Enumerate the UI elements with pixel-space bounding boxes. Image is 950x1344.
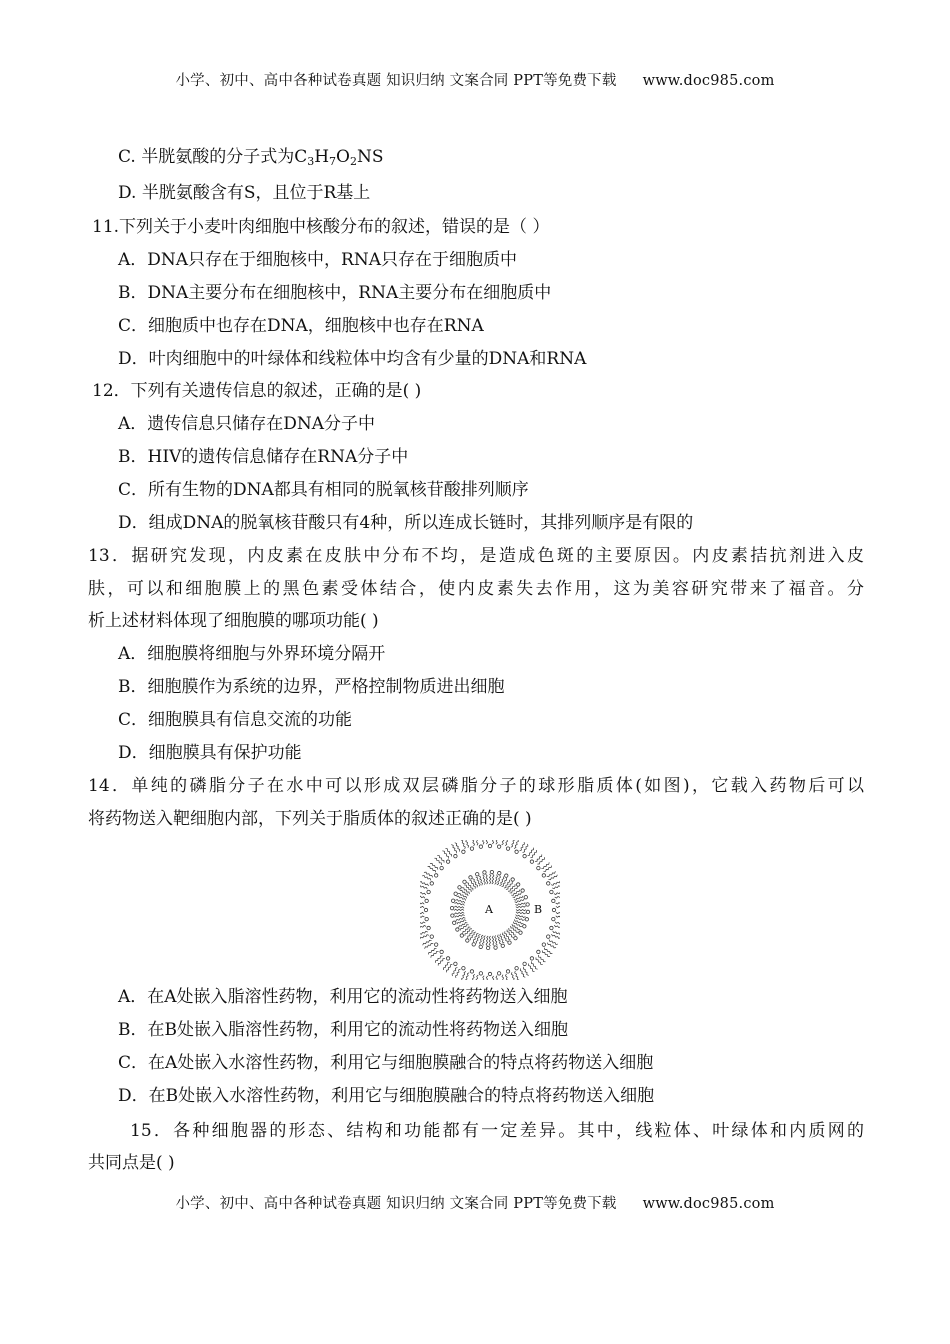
phospholipid-tail (428, 867, 436, 873)
phospholipid-head (494, 946, 497, 949)
phospholipid-tail (455, 902, 465, 905)
phospholipid-molecule (516, 909, 530, 913)
phospholipid-head (516, 883, 519, 886)
phospholipid-tail (516, 909, 526, 910)
phospholipid-molecule (420, 906, 428, 914)
phospholipid-tail (420, 935, 429, 939)
phospholipid-head (446, 957, 449, 960)
phospholipid-molecule (537, 950, 550, 962)
phospholipid-head (488, 972, 491, 975)
phospholipid-tail (536, 957, 543, 964)
phospholipid-tail (554, 925, 560, 928)
phospholipid-tail (523, 844, 528, 853)
phospholipid-tail (434, 858, 441, 865)
phospholipid-molecule (456, 967, 466, 980)
phospholipid-tail (454, 906, 464, 908)
phospholipid-tail (547, 871, 556, 876)
phospholipid-molecule (483, 871, 488, 885)
q14-stem-line2: 将药物送入靶细胞内部，下列关于脂质体的叙述正确的是( ) (88, 809, 532, 829)
phospholipid-molecule (486, 972, 494, 980)
phospholipid-tail (544, 948, 552, 954)
phospholipid-head (497, 972, 500, 975)
phospholipid-tail (420, 922, 425, 925)
phospholipid-molecule (547, 934, 560, 944)
phospholipid-molecule (438, 957, 450, 970)
phospholipid-tail (422, 876, 431, 881)
q12-option-d: D．组成DNA的脱氧核苷酸只有4种，所以连成长链时，其排列顺序是有限的 (118, 513, 694, 533)
q13-stem-line1: 13．据研究发现，内皮素在皮肤中分布不均，是造成色斑的主要原因。内皮素拮抗剂进入皮 (88, 546, 864, 566)
phospholipid-tail (482, 976, 484, 980)
phospholipid-tail (492, 840, 494, 844)
phospholipid-head (430, 935, 433, 938)
phospholipid-head (430, 882, 433, 885)
phospholipid-head (526, 910, 529, 913)
phospholipid-head (427, 926, 430, 929)
q14-option-a: A．在A处嵌入脂溶性药物，利用它的流动性将药物送入细胞 (118, 987, 568, 1007)
phospholipid-tail (420, 925, 426, 928)
phospholipid-tail (520, 968, 525, 977)
phospholipid-tail (425, 943, 434, 948)
phospholipid-tail (496, 976, 498, 980)
phospholipid-tail (555, 895, 560, 898)
phospholipid-head (490, 870, 493, 873)
phospholipid-head (515, 967, 518, 970)
phospholipid-molecule (496, 972, 505, 980)
phospholipid-molecule (469, 876, 478, 889)
phospholipid-molecule (420, 916, 428, 925)
phospholipid-head (462, 967, 465, 970)
phospholipid-tail (455, 915, 465, 918)
phospholipid-tail (431, 951, 439, 957)
phospholipid-head (453, 921, 456, 924)
phospholipid-tail (556, 902, 560, 904)
phospholipid-tail (496, 840, 498, 844)
q12-stem: 12．下列有关遗传信息的叙述，正确的是( ) (92, 381, 422, 401)
q13-stem-line3: 析上述材料体现了细胞膜的哪项功能( ) (88, 611, 379, 631)
phospholipid-head (440, 866, 443, 869)
phospholipid-tail (465, 929, 472, 936)
phospholipid-tail (502, 840, 505, 845)
phospholipid-head (542, 874, 545, 877)
page-footer (0, 1192, 950, 1213)
phospholipid-tail (464, 885, 471, 892)
q11-option-a: A．DNA只存在于细胞核中，RNA只存在于细胞质中 (118, 250, 518, 270)
phospholipid-head (526, 903, 529, 906)
phospholipid-head (550, 926, 553, 929)
phospholipid-molecule (503, 931, 512, 944)
phospholipid-tail (437, 855, 444, 862)
phospholipid-molecule (515, 903, 529, 908)
phospholipid-tail (461, 840, 465, 849)
phospholipid-tail (514, 840, 518, 849)
phospholipid-tail (462, 888, 470, 894)
phospholipid-head (506, 970, 509, 973)
phospholipid-molecule (430, 858, 443, 870)
phospholipid-molecule (514, 896, 528, 903)
phospholipid-tail (454, 912, 464, 914)
phospholipid-head (451, 899, 454, 902)
phospholipid-head (451, 914, 454, 917)
phospholipid-head (454, 962, 457, 965)
phospholipid-head (434, 874, 437, 877)
phospholipid-tail (523, 967, 528, 976)
phospholipid-tail (556, 912, 560, 914)
phospholipid-molecule (451, 912, 465, 917)
phospholipid-tail (467, 883, 473, 891)
header-url[interactable]: www.doc985.com (642, 73, 775, 89)
phospholipid-tail (492, 976, 494, 980)
phospholipid-head (515, 850, 518, 853)
phospholipid-head (550, 890, 553, 893)
phospholipid-tail (538, 955, 545, 962)
phospholipid-molecule (552, 916, 560, 925)
phospholipid-tail (423, 940, 432, 945)
phospholipid-molecule (505, 840, 515, 850)
phospholipid-tail (556, 906, 560, 908)
phospholipid-tail (551, 934, 560, 938)
phospholipid-tail (451, 845, 456, 854)
phospholipid-tail (435, 956, 442, 963)
phospholipid-tail (486, 874, 488, 884)
phospholipid-molecule (475, 972, 484, 980)
phospholipid-tail (452, 967, 457, 976)
q11-option-c: C．细胞质中也存在DNA，细胞核中也存在RNA (118, 316, 484, 336)
phospholipid-tail (537, 857, 544, 864)
phospholipid-head (472, 943, 475, 946)
phospholipid-tail (506, 882, 512, 890)
phospholipid-head (530, 957, 533, 960)
phospholipid-head (470, 847, 473, 850)
phospholipid-molecule (475, 840, 484, 848)
phospholipid-head (523, 854, 526, 857)
phospholipid-head (506, 847, 509, 850)
phospholipid-molecule (542, 943, 556, 954)
phospholipid-molecule (479, 935, 485, 948)
phospholipid-tail (420, 895, 425, 898)
phospholipid-head (425, 899, 428, 902)
phospholipid-tail (508, 884, 515, 891)
phospholipid-tail (510, 887, 518, 893)
phospholipid-tail (505, 974, 508, 980)
phospholipid-tail (516, 906, 526, 908)
figure-label-b: B (534, 903, 543, 916)
phospholipid-molecule (550, 925, 560, 935)
phospholipid-tail (507, 930, 513, 938)
phospholipid-tail (509, 928, 516, 935)
phospholipid-molecule (420, 876, 433, 886)
phospholipid-head (525, 918, 528, 921)
phospholipid-tail (420, 906, 424, 908)
phospholipid-molecule (453, 917, 467, 924)
footer-url[interactable]: www.doc985.com (642, 1196, 775, 1212)
phospholipid-molecule (511, 889, 524, 898)
phospholipid-head (446, 860, 449, 863)
phospholipid-tail (541, 862, 549, 868)
header-text: 小学、初中、高中各种试卷真题 知识归纳 文案合同 PPT等免费下载 (175, 73, 617, 89)
phospholipid-head (483, 871, 486, 874)
phospholipid-head (454, 892, 457, 895)
phospholipid-molecule (495, 871, 501, 884)
phospholipid-molecule (451, 899, 464, 905)
phospholipid-head (530, 860, 533, 863)
phospholipid-tail (535, 854, 542, 861)
q14-option-d: D．在B处嵌入水溶性药物，利用它与细胞膜融合的特点将药物送入细胞 (118, 1086, 655, 1106)
phospholipid-tail (515, 903, 525, 906)
phospholipid-head (523, 962, 526, 965)
phospholipid-head (552, 899, 555, 902)
phospholipid-molecule (486, 840, 494, 848)
phospholipid-head (523, 925, 526, 928)
phospholipid-molecule (420, 895, 428, 904)
q15-stem-line1: 15．各种细胞器的形态、结构和功能都有一定差异。其中，线粒体、叶绿体和内质网的 (130, 1121, 864, 1141)
phospholipid-tail (502, 975, 505, 980)
phospholipid-head (501, 944, 504, 947)
phospholipid-head (470, 970, 473, 973)
phospholipid-tail (420, 892, 426, 895)
phospholipid-molecule (447, 962, 458, 976)
phospholipid-head (479, 972, 482, 975)
phospholipid-molecule (530, 850, 542, 863)
phospholipid-tail (520, 842, 525, 851)
phospholipid-tail (455, 843, 460, 852)
phospholipid-head (440, 950, 443, 953)
phospholipid-head (460, 934, 463, 937)
phospholipid-tail (489, 936, 490, 946)
q14-option-b: B．在B处嵌入脂溶性药物，利用它的流动性将药物送入细胞 (118, 1020, 568, 1040)
phospholipid-tail (505, 840, 508, 846)
phospholipid-head (552, 917, 555, 920)
phospholipid-tail (515, 971, 519, 980)
phospholipid-tail (553, 931, 560, 935)
phospholipid-head (479, 845, 482, 848)
phospholipid-molecule (465, 840, 475, 850)
q12-option-c: C．所有生物的DNA都具有相同的脱氧核苷酸排列顺序 (118, 480, 529, 500)
phospholipid-molecule (552, 906, 560, 914)
phospholipid-tail (551, 881, 560, 885)
phospholipid-tail (516, 912, 526, 914)
phospholipid-head (469, 876, 472, 879)
phospholipid-tail (516, 915, 526, 918)
phospholipid-tail (424, 872, 433, 877)
phospholipid-head (424, 908, 427, 911)
q11-option-d: D．叶肉细胞中的叶绿体和线粒体中均含有少量的DNA和RNA (118, 349, 587, 369)
phospholipid-tail (482, 936, 485, 946)
q10-option-d: D. 半胱氨酸含有S，且位于R基上 (118, 183, 371, 203)
phospholipid-head (505, 874, 508, 877)
phospholipid-head (462, 850, 465, 853)
phospholipid-tail (489, 874, 490, 884)
phospholipid-molecule (550, 885, 560, 895)
phospholipid-tail (528, 848, 534, 856)
phospholipid-head (427, 890, 430, 893)
phospholipid-molecule (456, 923, 469, 932)
phospholipid-head (466, 939, 469, 942)
footer-text: 小学、初中、高中各种试卷真题 知识归纳 文案合同 PPT等免费下载 (175, 1196, 617, 1212)
phospholipid-tail (475, 840, 478, 845)
phospholipid-head (547, 882, 550, 885)
phospholipid-tail (420, 885, 427, 889)
phospholipid-head (519, 931, 522, 934)
phospholipid-tail (468, 931, 474, 939)
phospholipid-head (479, 945, 482, 948)
phospholipid-molecule (420, 925, 430, 935)
phospholipid-head (450, 906, 453, 909)
q15-stem-line2: 共同点是( ) (88, 1153, 175, 1173)
phospholipid-molecule (514, 840, 524, 853)
phospholipid-tail (420, 882, 429, 886)
phospholipid-tail (555, 922, 560, 925)
q13-option-b: B．细胞膜作为系统的边界，严格控制物质进出细胞 (118, 677, 505, 697)
phospholipid-tail (492, 874, 494, 884)
phospholipid-head (456, 928, 459, 931)
phospholipid-tail (472, 974, 475, 980)
q12-option-a: A．遗传信息只储存在DNA分子中 (118, 414, 376, 434)
liposome-figure (420, 840, 560, 980)
phospholipid-tail (483, 875, 486, 885)
phospholipid-tail (420, 912, 424, 914)
phospholipid-molecule (496, 840, 505, 848)
phospholipid-molecule (552, 895, 560, 904)
phospholipid-tail (495, 935, 498, 945)
phospholipid-tail (511, 926, 519, 932)
phospholipid-tail (447, 964, 453, 972)
phospholipid-tail (456, 969, 461, 978)
phospholipid-head (458, 886, 461, 889)
phospholipid-tail (475, 975, 478, 980)
q14-stem-line1: 14．单纯的磷脂分子在水中可以形成双层磷脂分子的球形脂质体(如图)，它载入药物后可以 (88, 776, 864, 796)
phospholipid-molecule (450, 906, 464, 910)
phospholipid-head (537, 866, 540, 869)
phospholipid-molecule (486, 936, 490, 950)
phospholipid-tail (549, 940, 558, 945)
phospholipid-molecule (492, 935, 497, 949)
q14-option-c: C．在A处嵌入水溶性药物，利用它与细胞膜融合的特点将药物送入细胞 (118, 1053, 654, 1073)
phospholipid-molecule (515, 915, 528, 921)
phospholipid-head (476, 873, 479, 876)
q12-option-b: B．HIV的遗传信息储存在RNA分子中 (118, 447, 409, 467)
phospholipid-tail (420, 916, 424, 918)
phospholipid-head (508, 941, 511, 944)
figure-label-a: A (485, 903, 493, 916)
phospholipid-head (514, 936, 517, 939)
phospholipid-head (524, 896, 527, 899)
phospholipid-molecule (505, 970, 515, 980)
phospholipid-tail (547, 943, 556, 948)
q11-option-b: B．DNA主要分布在细胞核中，RNA主要分布在细胞质中 (118, 283, 552, 303)
phospholipid-molecule (489, 870, 493, 884)
phospholipid-tail (454, 909, 464, 910)
phospholipid-molecule (465, 970, 475, 980)
q13-option-c: C．细胞膜具有信息交流的功能 (118, 710, 353, 730)
phospholipid-head (521, 889, 524, 892)
phospholipid-head (454, 854, 457, 857)
phospholipid-tail (463, 927, 471, 933)
phospholipid-head (497, 845, 500, 848)
phospholipid-tail (482, 840, 484, 844)
phospholipid-head (488, 844, 491, 847)
phospholipid-tail (420, 902, 424, 904)
phospholipid-tail (486, 840, 488, 844)
phospholipid-head (552, 908, 555, 911)
phospholipid-molecule (476, 873, 483, 887)
phospholipid-tail (465, 973, 469, 980)
phospholipid-head (511, 878, 514, 881)
phospholipid-molecule (523, 844, 534, 858)
phospholipid-head (498, 871, 501, 874)
phospholipid-head (425, 917, 428, 920)
q13-option-a: A．细胞膜将细胞与外界环境分隔开 (118, 644, 386, 664)
q13-option-d: D．细胞膜具有保护功能 (118, 743, 302, 763)
phospholipid-tail (471, 840, 474, 846)
phospholipid-tail (495, 875, 498, 885)
phospholipid-tail (556, 916, 560, 918)
phospholipid-molecule (497, 934, 504, 948)
phospholipid-molecule (424, 867, 438, 878)
phospholipid-tail (548, 875, 557, 880)
phospholipid-tail (554, 891, 560, 894)
phospholipid-tail (531, 961, 537, 969)
phospholipid-tail (438, 958, 445, 965)
phospholipid-tail (486, 936, 488, 946)
phospholipid-head (547, 935, 550, 938)
phospholipid-head (434, 943, 437, 946)
phospholipid-head (542, 943, 545, 946)
phospholipid-head (463, 880, 466, 883)
q11-stem: 11.下列关于小麦叶肉细胞中核酸分布的叙述，错误的是（ ） (92, 217, 550, 237)
phospholipid-tail (511, 840, 515, 847)
page-header (0, 69, 950, 90)
phospholipid-head (486, 946, 489, 949)
q10-option-c: C. 半胱氨酸的分子式为$C_3H_7O_2NS$ (118, 147, 384, 168)
phospholipid-tail (492, 936, 494, 946)
q13-stem-line2: 肤，可以和细胞膜上的黑色素受体结合，使内皮素失去作用，这为美容研究带来了福音。分 (88, 579, 864, 599)
phospholipid-tail (462, 971, 466, 980)
phospholipid-tail (486, 976, 488, 980)
phospholipid-head (537, 950, 540, 953)
phospholipid-molecule (420, 885, 430, 895)
phospholipid-tail (442, 851, 448, 859)
